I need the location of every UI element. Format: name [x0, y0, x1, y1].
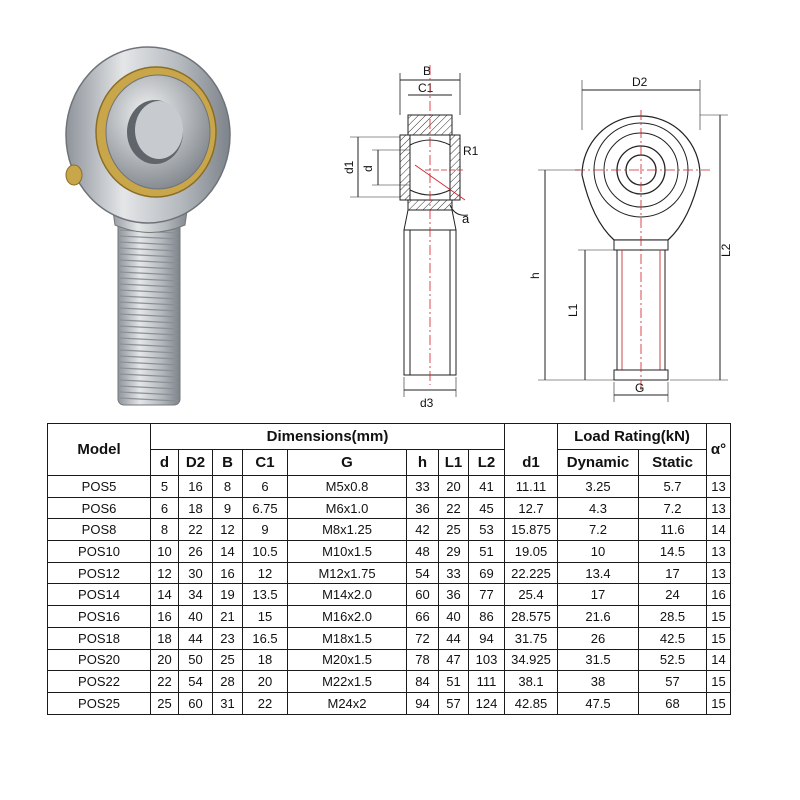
table-row	[48, 541, 731, 563]
value-cell: 14	[707, 649, 731, 671]
value-cell: M8x1.25	[288, 519, 407, 541]
value-cell: 20	[439, 476, 469, 498]
value-cell: M16x2.0	[288, 606, 407, 628]
subheader-cell: D2	[179, 450, 213, 476]
subheader-cell: L2	[469, 450, 505, 476]
value-cell: M6x1.0	[288, 497, 407, 519]
label-L1: L1	[566, 303, 580, 317]
value-cell: 13.4	[558, 562, 639, 584]
subheader-cell: C1	[243, 450, 288, 476]
value-cell: 42.85	[505, 692, 558, 714]
value-cell: 34	[179, 584, 213, 606]
value-cell: 52.5	[639, 649, 707, 671]
value-cell: 41	[469, 476, 505, 498]
value-cell: 50	[179, 649, 213, 671]
value-cell: 47.5	[558, 692, 639, 714]
value-cell: 16	[213, 562, 243, 584]
value-cell: 13	[707, 541, 731, 563]
value-cell: 25.4	[505, 584, 558, 606]
value-cell: 12	[243, 562, 288, 584]
value-cell: 103	[469, 649, 505, 671]
value-cell: M18x1.5	[288, 627, 407, 649]
value-cell: 6	[243, 476, 288, 498]
value-cell: 26	[179, 541, 213, 563]
value-cell: 57	[639, 671, 707, 693]
value-cell: 48	[407, 541, 439, 563]
value-cell: 34.925	[505, 649, 558, 671]
table-row	[48, 562, 731, 584]
value-cell: 28	[213, 671, 243, 693]
value-cell: 47	[439, 649, 469, 671]
table-row	[48, 671, 731, 693]
value-cell: 16	[151, 606, 179, 628]
model-cell: POS6	[48, 497, 151, 519]
value-cell: 77	[469, 584, 505, 606]
value-cell: 11.11	[505, 476, 558, 498]
value-cell: 21	[213, 606, 243, 628]
value-cell: 6	[151, 497, 179, 519]
value-cell: 17	[639, 562, 707, 584]
label-d: d	[361, 165, 375, 172]
header-model: Model	[48, 424, 151, 476]
model-cell: POS14	[48, 584, 151, 606]
value-cell: 5.7	[639, 476, 707, 498]
side-view-drawing	[330, 55, 490, 415]
specification-table	[47, 423, 731, 715]
value-cell: 10	[151, 541, 179, 563]
value-cell: 78	[407, 649, 439, 671]
value-cell: 26	[558, 627, 639, 649]
value-cell: 15	[707, 692, 731, 714]
value-cell: 44	[179, 627, 213, 649]
value-cell: 42.5	[639, 627, 707, 649]
value-cell: 25	[439, 519, 469, 541]
value-cell: 13	[707, 476, 731, 498]
value-cell: 14	[213, 541, 243, 563]
value-cell: 22	[439, 497, 469, 519]
value-cell: 13.5	[243, 584, 288, 606]
value-cell: 13	[707, 562, 731, 584]
value-cell: 9	[213, 497, 243, 519]
value-cell: 94	[407, 692, 439, 714]
value-cell: 9	[243, 519, 288, 541]
model-cell: POS12	[48, 562, 151, 584]
header-d1-spacer	[505, 424, 558, 450]
model-cell: POS10	[48, 541, 151, 563]
value-cell: 31.5	[558, 649, 639, 671]
value-cell: 28.575	[505, 606, 558, 628]
value-cell: 14	[707, 519, 731, 541]
value-cell: M20x1.5	[288, 649, 407, 671]
value-cell: 14.5	[639, 541, 707, 563]
model-cell: POS22	[48, 671, 151, 693]
table-body	[48, 476, 731, 715]
value-cell: 53	[469, 519, 505, 541]
value-cell: 3.25	[558, 476, 639, 498]
value-cell: 20	[151, 649, 179, 671]
subheader-cell: L1	[439, 450, 469, 476]
label-d1: d1	[342, 160, 356, 174]
value-cell: 69	[469, 562, 505, 584]
value-cell: 15	[707, 606, 731, 628]
value-cell: 21.6	[558, 606, 639, 628]
table-row	[48, 606, 731, 628]
value-cell: 57	[439, 692, 469, 714]
value-cell: M14x2.0	[288, 584, 407, 606]
value-cell: 16.5	[243, 627, 288, 649]
value-cell: 30	[179, 562, 213, 584]
value-cell: 24	[639, 584, 707, 606]
value-cell: 68	[639, 692, 707, 714]
value-cell: 18	[151, 627, 179, 649]
value-cell: 20	[243, 671, 288, 693]
label-d3: d3	[420, 396, 434, 410]
table-row	[48, 649, 731, 671]
value-cell: 18	[243, 649, 288, 671]
value-cell: 10.5	[243, 541, 288, 563]
label-L2: L2	[719, 243, 733, 257]
table-header-row	[48, 424, 731, 450]
front-view-drawing	[520, 70, 740, 410]
subheader-cell: G	[288, 450, 407, 476]
value-cell: 19.05	[505, 541, 558, 563]
value-cell: 7.2	[639, 497, 707, 519]
header-alpha: α°	[707, 424, 731, 476]
model-cell: POS25	[48, 692, 151, 714]
value-cell: 54	[179, 671, 213, 693]
value-cell: 94	[469, 627, 505, 649]
value-cell: 7.2	[558, 519, 639, 541]
header-load-rating: Load Rating(kN)	[558, 424, 707, 450]
value-cell: 22	[179, 519, 213, 541]
value-cell: 15	[707, 671, 731, 693]
value-cell: 25	[213, 649, 243, 671]
subheader-cell: B	[213, 450, 243, 476]
value-cell: 45	[469, 497, 505, 519]
subheader-cell: d1	[505, 450, 558, 476]
value-cell: 60	[407, 584, 439, 606]
value-cell: 14	[151, 584, 179, 606]
label-R1: R1	[463, 144, 479, 158]
value-cell: 60	[179, 692, 213, 714]
value-cell: 16	[179, 476, 213, 498]
value-cell: 12.7	[505, 497, 558, 519]
value-cell: 17	[558, 584, 639, 606]
value-cell: 36	[439, 584, 469, 606]
value-cell: 15	[243, 606, 288, 628]
value-cell: 28.5	[639, 606, 707, 628]
rod-end-bearing-photo	[60, 40, 240, 415]
value-cell: 33	[439, 562, 469, 584]
value-cell: 22.225	[505, 562, 558, 584]
value-cell: 13	[707, 497, 731, 519]
value-cell: 5	[151, 476, 179, 498]
table-row	[48, 692, 731, 714]
value-cell: M12x1.75	[288, 562, 407, 584]
value-cell: 12	[213, 519, 243, 541]
value-cell: 25	[151, 692, 179, 714]
value-cell: 19	[213, 584, 243, 606]
value-cell: 15.875	[505, 519, 558, 541]
value-cell: 40	[179, 606, 213, 628]
value-cell: 51	[469, 541, 505, 563]
subheader-cell: Static	[639, 450, 707, 476]
model-cell: POS8	[48, 519, 151, 541]
value-cell: 22	[243, 692, 288, 714]
value-cell: 84	[407, 671, 439, 693]
value-cell: 12	[151, 562, 179, 584]
label-G: G	[635, 381, 645, 395]
value-cell: 8	[151, 519, 179, 541]
value-cell: M10x1.5	[288, 541, 407, 563]
value-cell: 16	[707, 584, 731, 606]
model-cell: POS20	[48, 649, 151, 671]
label-h: h	[528, 272, 542, 279]
value-cell: 15	[707, 627, 731, 649]
table-row	[48, 627, 731, 649]
value-cell: 38	[558, 671, 639, 693]
value-cell: 36	[407, 497, 439, 519]
value-cell: 10	[558, 541, 639, 563]
value-cell: 11.6	[639, 519, 707, 541]
value-cell: 23	[213, 627, 243, 649]
value-cell: 54	[407, 562, 439, 584]
header-dimensions: Dimensions(mm)	[151, 424, 505, 450]
model-cell: POS18	[48, 627, 151, 649]
value-cell: 33	[407, 476, 439, 498]
table-row	[48, 497, 731, 519]
value-cell: 124	[469, 692, 505, 714]
value-cell: 38.1	[505, 671, 558, 693]
value-cell: 6.75	[243, 497, 288, 519]
label-D2: D2	[632, 75, 648, 89]
subheader-cell: d	[151, 450, 179, 476]
value-cell: 42	[407, 519, 439, 541]
value-cell: 111	[469, 671, 505, 693]
value-cell: 18	[179, 497, 213, 519]
model-cell: POS5	[48, 476, 151, 498]
table-row	[48, 476, 731, 498]
subheader-cell: Dynamic	[558, 450, 639, 476]
label-a: a	[462, 211, 470, 226]
table-subheader-row	[48, 450, 731, 476]
value-cell: 29	[439, 541, 469, 563]
table-row	[48, 519, 731, 541]
value-cell: 31.75	[505, 627, 558, 649]
label-C1: C1	[418, 81, 434, 95]
value-cell: 86	[469, 606, 505, 628]
value-cell: M24x2	[288, 692, 407, 714]
value-cell: 44	[439, 627, 469, 649]
value-cell: 31	[213, 692, 243, 714]
table-row	[48, 584, 731, 606]
value-cell: 72	[407, 627, 439, 649]
value-cell: 66	[407, 606, 439, 628]
label-B: B	[423, 64, 432, 78]
model-cell: POS16	[48, 606, 151, 628]
value-cell: 40	[439, 606, 469, 628]
value-cell: M22x1.5	[288, 671, 407, 693]
value-cell: M5x0.8	[288, 476, 407, 498]
value-cell: 8	[213, 476, 243, 498]
subheader-cell: h	[407, 450, 439, 476]
value-cell: 51	[439, 671, 469, 693]
value-cell: 22	[151, 671, 179, 693]
value-cell: 4.3	[558, 497, 639, 519]
